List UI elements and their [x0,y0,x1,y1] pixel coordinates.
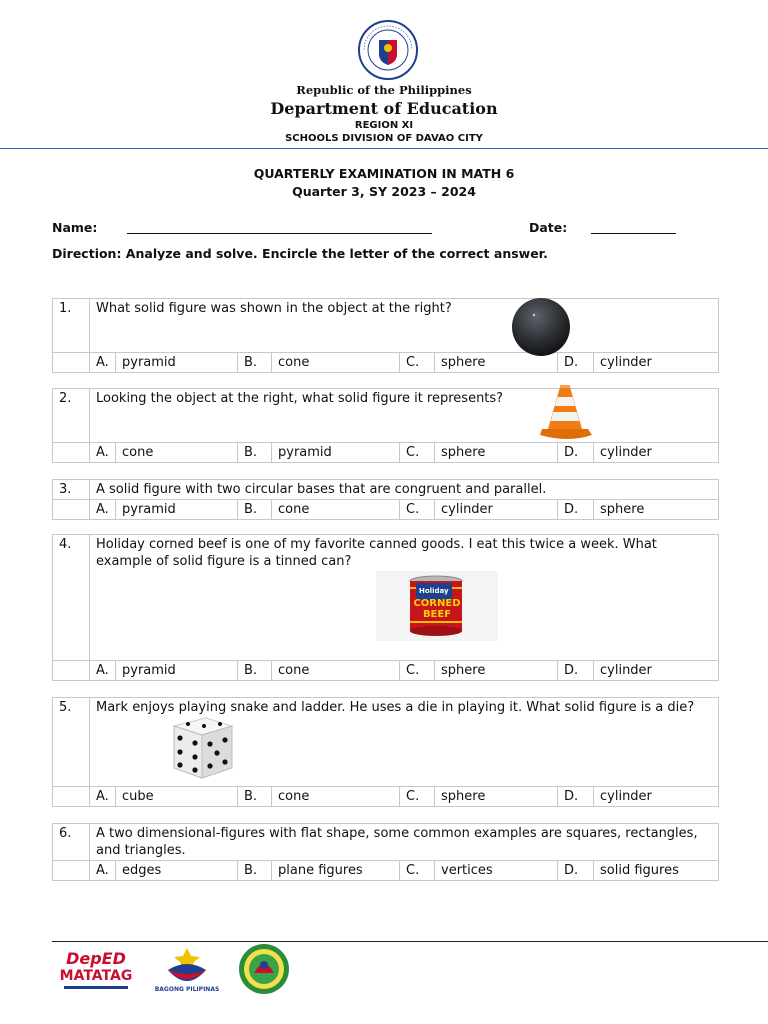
option-c-text[interactable]: sphere [435,443,558,463]
option-d-letter[interactable]: D. [558,787,594,807]
question-number: 4. [53,535,90,661]
footer-divider [52,941,768,942]
option-c-letter[interactable]: C. [400,861,435,881]
can-label-line1: CORNED [413,598,461,609]
option-b-letter[interactable]: B. [238,787,272,807]
question-number: 3. [53,480,90,500]
option-a-text[interactable]: edges [116,861,238,881]
option-d-text[interactable]: cylinder [594,353,719,373]
question-3 [52,479,719,520]
option-a-text[interactable]: pyramid [116,661,238,681]
direction-text: Direction: Analyze and solve. Encircle the letter of the correct answer. [52,246,548,261]
option-c-letter[interactable]: C. [400,500,435,520]
republic-line: Republic of the Philippines [296,83,472,97]
option-b-letter[interactable]: B. [238,500,272,520]
option-d-text[interactable]: cylinder [594,787,719,807]
traffic-cone-image [538,383,594,448]
option-d-letter[interactable]: D. [558,500,594,520]
option-b-text[interactable]: cone [272,661,400,681]
bagong-pilipinas-label: BAGONG PILIPINAS [154,986,220,993]
answer-options [53,861,719,881]
can-brand: Holiday [416,583,452,600]
deped-seal [358,20,418,80]
department-title: Department of Education [270,99,498,118]
option-d-text[interactable]: cylinder [594,443,719,463]
option-a-letter[interactable]: A. [90,787,116,807]
option-d-text[interactable]: cylinder [594,661,719,681]
question-text: Mark enjoys playing snake and ladder. He uses a die in playing it. What solid figure is a die? [96,700,695,715]
option-c-letter[interactable]: C. [400,787,435,807]
option-c-text[interactable]: sphere [435,661,558,681]
question-number: 2. [53,389,90,443]
question-4 [52,534,719,681]
option-c-text[interactable]: sphere [435,353,558,373]
option-b-letter[interactable]: B. [238,443,272,463]
question-2 [52,388,719,463]
question-5 [52,697,719,807]
option-c-text[interactable]: cylinder [435,500,558,520]
question-text: Looking the object at the right, what solid figure it represents? [96,391,504,406]
question-text: Holiday corned beef is one of my favorite canned goods. I eat this twice a week. What example of solid figure is a tinned can? [96,537,657,569]
option-b-letter[interactable]: B. [238,661,272,681]
option-b-letter[interactable]: B. [238,861,272,881]
deped-logo-stripe [64,986,128,989]
option-a-letter[interactable]: A. [90,353,116,373]
question-1 [52,298,719,373]
option-b-text[interactable]: cone [272,353,400,373]
option-b-text[interactable]: plane figures [272,861,400,881]
region-line: REGION XI [354,120,414,131]
division-line: SCHOOLS DIVISION OF DAVAO CITY [285,133,483,144]
option-a-letter[interactable]: A. [90,661,116,681]
option-d-letter[interactable]: D. [558,443,594,463]
date-field[interactable] [591,233,676,234]
option-d-text[interactable]: solid figures [594,861,719,881]
question-number: 1. [53,299,90,353]
option-a-text[interactable]: cube [116,787,238,807]
option-b-text[interactable]: pyramid [272,443,400,463]
option-d-letter[interactable]: D. [558,353,594,373]
question-6 [52,823,719,881]
option-a-letter[interactable]: A. [90,861,116,881]
option-c-letter[interactable]: C. [400,353,435,373]
date-label: Date: [529,220,568,235]
name-label: Name: [52,220,98,235]
answer-options [53,500,719,520]
option-d-letter[interactable]: D. [558,661,594,681]
option-b-text[interactable]: cone [272,787,400,807]
option-c-letter[interactable]: C. [400,443,435,463]
question-text: What solid figure was shown in the object at the right? [96,301,452,316]
name-field[interactable] [127,233,432,234]
option-c-text[interactable]: vertices [435,861,558,881]
option-a-text[interactable]: pyramid [116,353,238,373]
answer-options [53,443,719,463]
option-a-text[interactable]: pyramid [116,500,238,520]
deped-logo-line1: DepED [66,949,126,968]
option-b-letter[interactable]: B. [238,353,272,373]
option-c-text[interactable]: sphere [435,787,558,807]
question-number: 5. [53,698,90,787]
exam-title: QUARTERLY EXAMINATION IN MATH 6 [253,166,515,181]
division-seal-logo [238,943,290,999]
question-number: 6. [53,824,90,861]
option-c-letter[interactable]: C. [400,661,435,681]
option-a-letter[interactable]: A. [90,500,116,520]
exam-subtitle: Quarter 3, SY 2023 – 2024 [292,184,476,199]
corned-beef-can-image [376,571,498,641]
question-text: A two dimensional-figures with flat shape, some common examples are squares, rectangles, and triangles. [90,824,719,861]
dice-image [168,716,238,785]
answer-options [53,353,719,373]
black-ball-image [510,298,572,363]
option-d-letter[interactable]: D. [558,861,594,881]
option-a-text[interactable]: cone [116,443,238,463]
option-a-letter[interactable]: A. [90,443,116,463]
deped-logo-line2: MATATAG [59,968,133,984]
answer-options [53,787,719,807]
header-divider [0,148,768,149]
can-label-line2: BEEF [422,609,452,620]
deped-matatag-logo [58,949,134,993]
question-text: A solid figure with two circular bases that are congruent and parallel. [90,480,719,500]
option-b-text[interactable]: cone [272,500,400,520]
answer-options [53,661,719,681]
option-d-text[interactable]: sphere [594,500,719,520]
bagong-pilipinas-logo [154,944,220,998]
